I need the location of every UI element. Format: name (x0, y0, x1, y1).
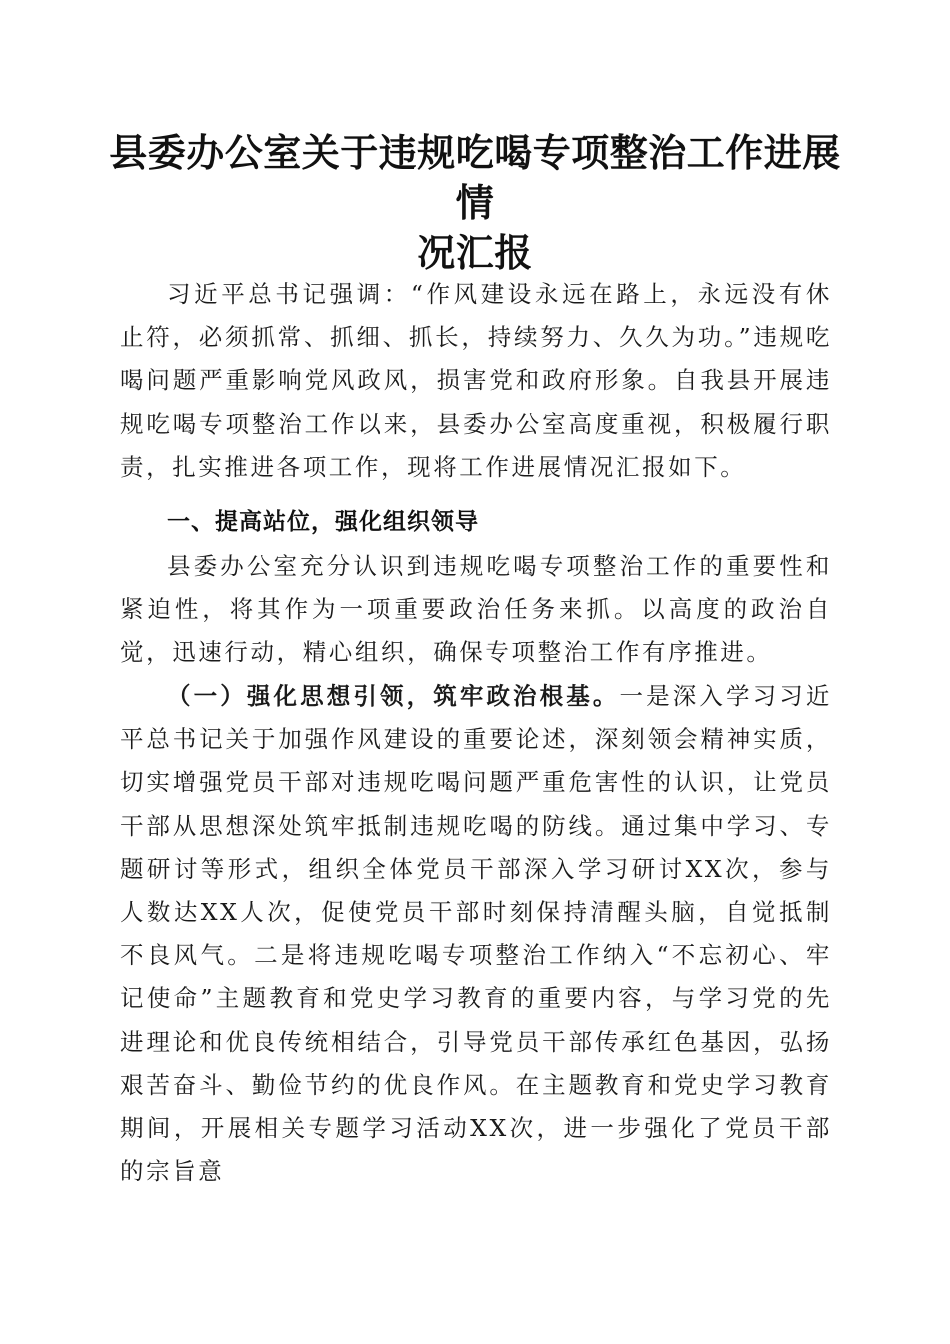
document-title (100, 128, 850, 278)
subsection-1-lead: （一）强化思想引领，筑牢政治根基。 (167, 682, 620, 710)
intro-paragraph: 习近平总书记强调：“作风建设永远在路上，永远没有休止符，必须抓常、抓细、抓长，持续努力、久久为功。”违规吃喝问题严重影响党风政风，损害党和政府形象。自我县开展违规吃喝专项整治工作以来，县委办公室高度重视，积极履行职责，扎实推进各项工作，现将工作进展情况汇报如下。 (120, 280, 832, 481)
section-1-heading: 一、提高站位，强化组织领导 (167, 509, 479, 535)
subsection-1-body: 一是深入学习习近平总书记关于加强作风建设的重要论述，深刻领会精神实质，切实增强党员干部对违规吃喝问题严重危害性的认识，让党员干部从思想深处筑牢抵制违规吃喝的防线。通过集中学习、专题研讨等形式，组织全体党员干部深入学习研讨XX次，参与人数达XX人次，促使党员干部时刻保持清醒头脑，自觉抵制不良风气。二是将违规吃喝专项整治工作纳入“不忘初心、牢记使命”主题教育和党史学习教育的重要内容，与学习党的先进理论和优良传统相结合，引导党员干部传承红色基因，弘扬艰苦奋斗、勤俭节约的优良作风。在主题教育和党史学习教育期间，开展相关专题学习活动XX次，进一步强化了党员干部的宗旨意 (120, 682, 832, 1186)
section-1-paragraph: 县委办公室充分认识到违规吃喝专项整治工作的重要性和紧迫性，将其作为一项重要政治任务来抓。以高度的政治自觉，迅速行动，精心组织，确保专项整治工作有序推进。 (120, 552, 832, 667)
document-title-line-1: 县委办公室关于违规吃喝专项整治工作进展情 (109, 130, 841, 225)
subsection-1-paragraph (120, 675, 832, 1193)
document-title-line-2: 况汇报 (417, 230, 533, 275)
